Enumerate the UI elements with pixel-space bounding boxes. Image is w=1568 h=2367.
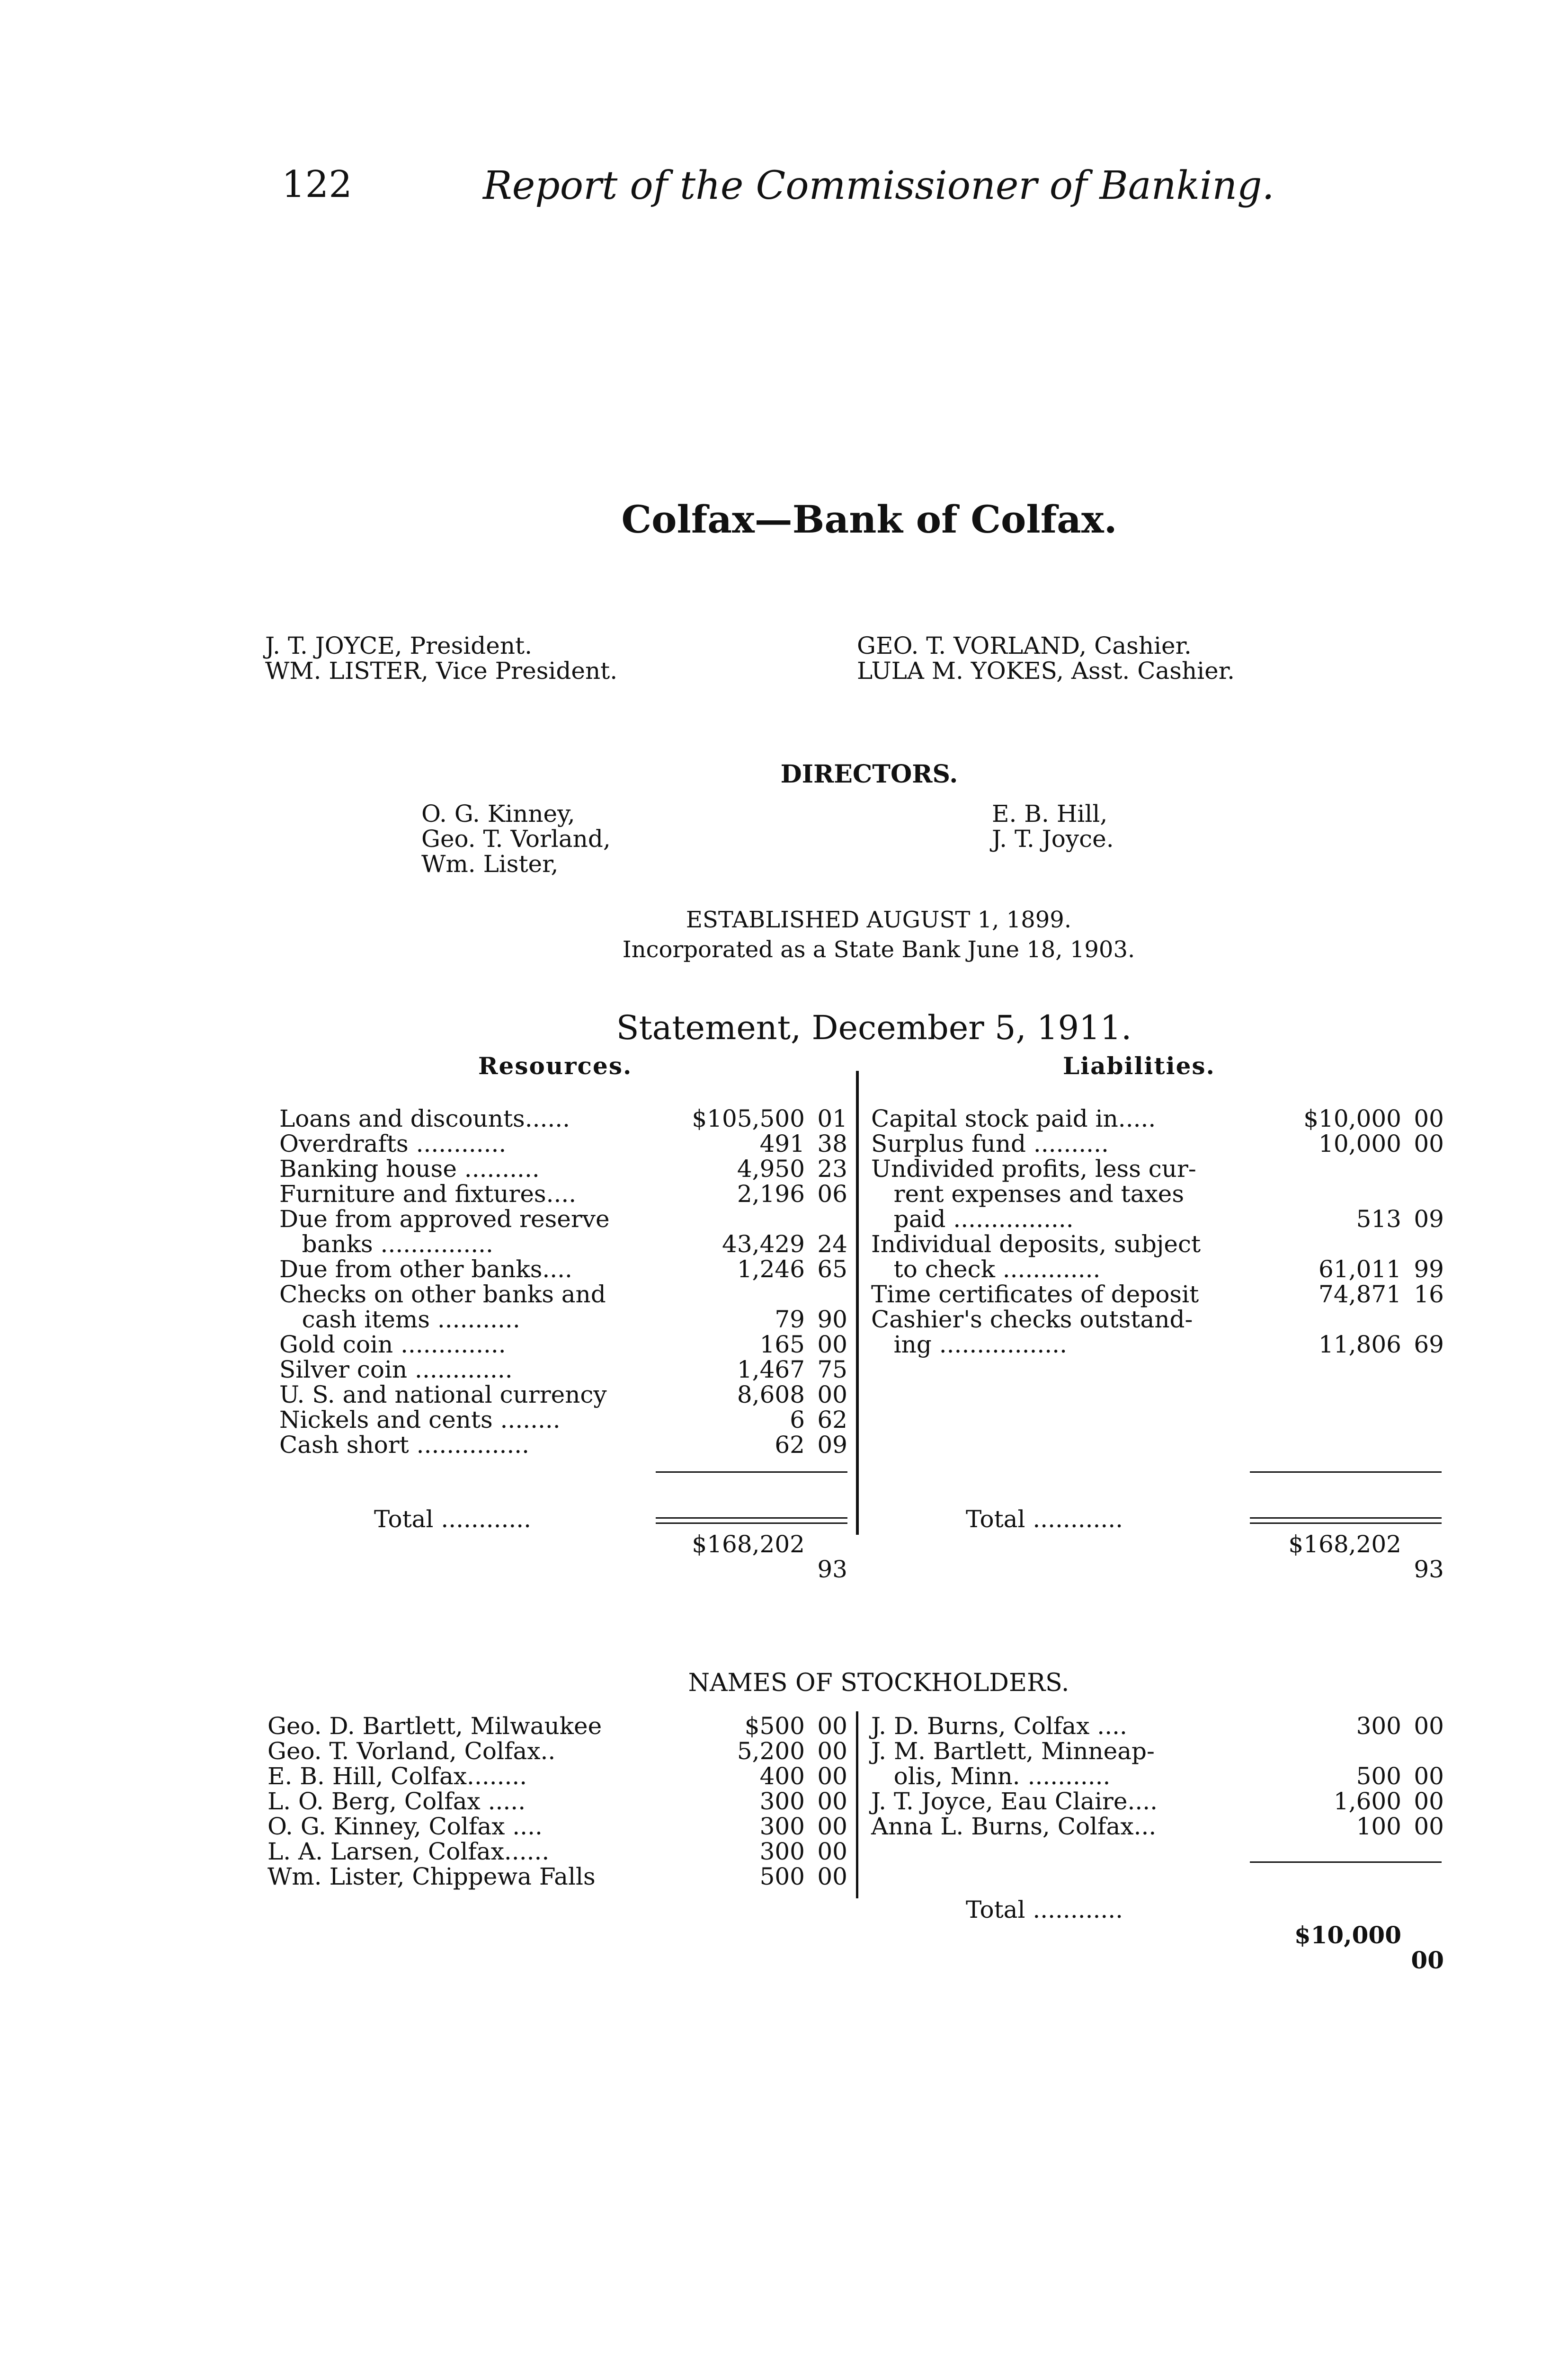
row-cents: 62 [817,1406,847,1433]
row-cents: 00 [1414,1762,1444,1790]
row-cents: 00 [1414,1130,1444,1157]
total-rule [1250,1471,1442,1473]
row-dollars: 2,196 [737,1180,805,1208]
director-name: O. G. Kinney, [421,800,575,828]
row-cents: 00 [1414,1813,1444,1840]
total-cents: 00 [1411,1946,1444,1974]
row-label: cash items ........... [279,1306,520,1333]
total-cents: 93 [817,1556,847,1583]
row-label: olis, Minn. ........... [871,1762,1111,1790]
row-dollars: 300 [759,1813,805,1840]
row-cents: 01 [817,1105,847,1132]
row-cents: 90 [817,1306,847,1333]
row-dollars: $500 [744,1712,805,1740]
row-label: Silver coin ............. [279,1356,513,1383]
total-rule [656,1471,847,1473]
double-rule [1250,1517,1442,1524]
incorporated-date: Incorporated as a State Bank June 18, 1903. [622,936,1135,963]
row-cents: 00 [817,1737,847,1765]
row-label: J. M. Bartlett, Minneap- [871,1737,1155,1765]
row-cents: 38 [817,1130,847,1157]
row-label: L. O. Berg, Colfax ..... [267,1788,526,1815]
row-cents: 00 [1414,1788,1444,1815]
row-label: banks ............... [279,1230,493,1258]
total-dollars: $168,202 [1288,1531,1401,1558]
row-label: Wm. Lister, Chippewa Falls [267,1863,596,1890]
row-label: O. G. Kinney, Colfax .... [267,1813,543,1840]
row-dollars: 4,950 [737,1155,805,1183]
row-label: E. B. Hill, Colfax........ [267,1762,527,1790]
row-dollars: 74,871 [1319,1281,1401,1308]
row-label: L. A. Larsen, Colfax...... [267,1838,550,1865]
row-cents: 75 [817,1356,847,1383]
row-label: paid ................ [871,1205,1074,1233]
row-cents: 24 [817,1230,847,1258]
total-label: Total ............ [374,1505,532,1533]
row-dollars: 300 [759,1838,805,1865]
row-label: Due from approved reserve [279,1205,610,1233]
row-label: Checks on other banks and [279,1281,606,1308]
row-label: Furniture and fixtures.... [279,1180,577,1208]
row-label: Nickels and cents ........ [279,1406,561,1433]
liabilities-heading: Liabilities. [1063,1052,1215,1080]
row-dollars: 400 [759,1762,805,1790]
row-cents: 00 [817,1863,847,1890]
row-cents: 00 [817,1762,847,1790]
row-dollars: 5,200 [737,1737,805,1765]
row-label: U. S. and national currency [279,1381,607,1408]
column-divider [856,1071,859,1535]
row-dollars: 61,011 [1319,1255,1401,1283]
director-name: E. B. Hill, [992,800,1108,828]
total-cents: 93 [1414,1556,1444,1583]
row-label: Individual deposits, subject [871,1230,1201,1258]
row-cents: 65 [817,1255,847,1283]
row-dollars: 10,000 [1319,1130,1401,1157]
double-rule [656,1517,847,1524]
row-label: Overdrafts ............ [279,1130,507,1157]
statement-title: Statement, December 5, 1911. [616,1008,1132,1047]
row-cents: 00 [817,1331,847,1358]
total-dollars: $10,000 [1294,1921,1401,1949]
row-cents: 00 [817,1712,847,1740]
row-label: to check ............. [871,1255,1101,1283]
row-dollars: $105,500 [692,1105,805,1132]
row-cents: 09 [1414,1205,1444,1233]
row-label: Geo. D. Bartlett, Milwaukee [267,1712,602,1740]
row-dollars: 300 [759,1788,805,1815]
row-cents: 99 [1414,1255,1444,1283]
total-label: Total ............ [966,1505,1123,1533]
row-dollars: 11,806 [1319,1331,1401,1358]
page-number: 122 [282,163,352,206]
row-dollars: 1,600 [1333,1788,1401,1815]
row-cents: 00 [1414,1105,1444,1132]
column-divider [856,1711,858,1898]
row-label: Capital stock paid in..... [871,1105,1156,1132]
row-cents: 69 [1414,1331,1444,1358]
row-label: Cashier's checks outstand- [871,1306,1193,1333]
officer-asst-cashier: LULA M. YOKES, Asst. Cashier. [857,657,1235,685]
row-label: Gold coin .............. [279,1331,506,1358]
row-dollars: 1,246 [737,1255,805,1283]
row-dollars: 500 [1356,1762,1401,1790]
bank-title: Colfax—Bank of Colfax. [621,497,1117,542]
row-label: Banking house .......... [279,1155,540,1183]
row-dollars: 491 [759,1130,805,1157]
row-label: Anna L. Burns, Colfax... [871,1813,1157,1840]
row-label: Surplus fund .......... [871,1130,1109,1157]
stockholders-heading: NAMES OF STOCKHOLDERS. [688,1669,1069,1697]
officer-president: J. T. JOYCE, President. [265,632,533,659]
row-cents: 00 [817,1381,847,1408]
row-label: Geo. T. Vorland, Colfax.. [267,1737,556,1765]
established-date: ESTABLISHED AUGUST 1, 1899. [686,907,1072,933]
row-cents: 23 [817,1155,847,1183]
row-dollars: 513 [1356,1205,1401,1233]
row-cents: 09 [817,1431,847,1459]
stockholders-total-row [0,1872,1568,1973]
row-label: ing ................. [871,1331,1067,1358]
director-name: J. T. Joyce. [992,825,1114,853]
row-dollars: 62 [775,1431,805,1459]
row-label: Undivided profits, less cur- [871,1155,1196,1183]
director-name: Wm. Lister, [421,850,559,878]
row-dollars: $10,000 [1303,1105,1401,1132]
row-label: Cash short ............... [279,1431,530,1459]
row-dollars: 165 [759,1331,805,1358]
row-dollars: 8,608 [737,1381,805,1408]
row-label: J. D. Burns, Colfax .... [871,1712,1127,1740]
row-label: J. T. Joyce, Eau Claire.... [871,1788,1158,1815]
officer-cashier: GEO. T. VORLAND, Cashier. [857,632,1192,659]
row-cents: 00 [817,1813,847,1840]
total-dollars: $168,202 [692,1531,805,1558]
row-cents: 00 [817,1838,847,1865]
running-title: Report of the Commissioner of Banking. [483,163,1274,208]
row-dollars: 43,429 [722,1230,805,1258]
liabilities-total-row [0,1482,1568,1582]
row-label: Due from other banks.... [279,1255,572,1283]
row-dollars: 1,467 [737,1356,805,1383]
total-label: Total ............ [966,1896,1123,1923]
row-label: Loans and discounts...... [279,1105,570,1132]
row-cents: 06 [817,1180,847,1208]
total-rule [1250,1861,1442,1863]
row-label: Time certificates of deposit [871,1281,1199,1308]
row-dollars: 500 [759,1863,805,1890]
row-cents: 00 [1414,1712,1444,1740]
row-label: rent expenses and taxes [871,1180,1185,1208]
row-dollars: 6 [790,1406,805,1433]
row-dollars: 300 [1356,1712,1401,1740]
officer-vice-president: WM. LISTER, Vice President. [265,657,618,685]
row-cents: 16 [1414,1281,1444,1308]
row-dollars: 79 [775,1306,805,1333]
row-dollars: 100 [1356,1813,1401,1840]
resources-heading: Resources. [478,1052,633,1080]
directors-heading: DIRECTORS. [780,760,958,789]
row-cents: 00 [817,1788,847,1815]
director-name: Geo. T. Vorland, [421,825,611,853]
